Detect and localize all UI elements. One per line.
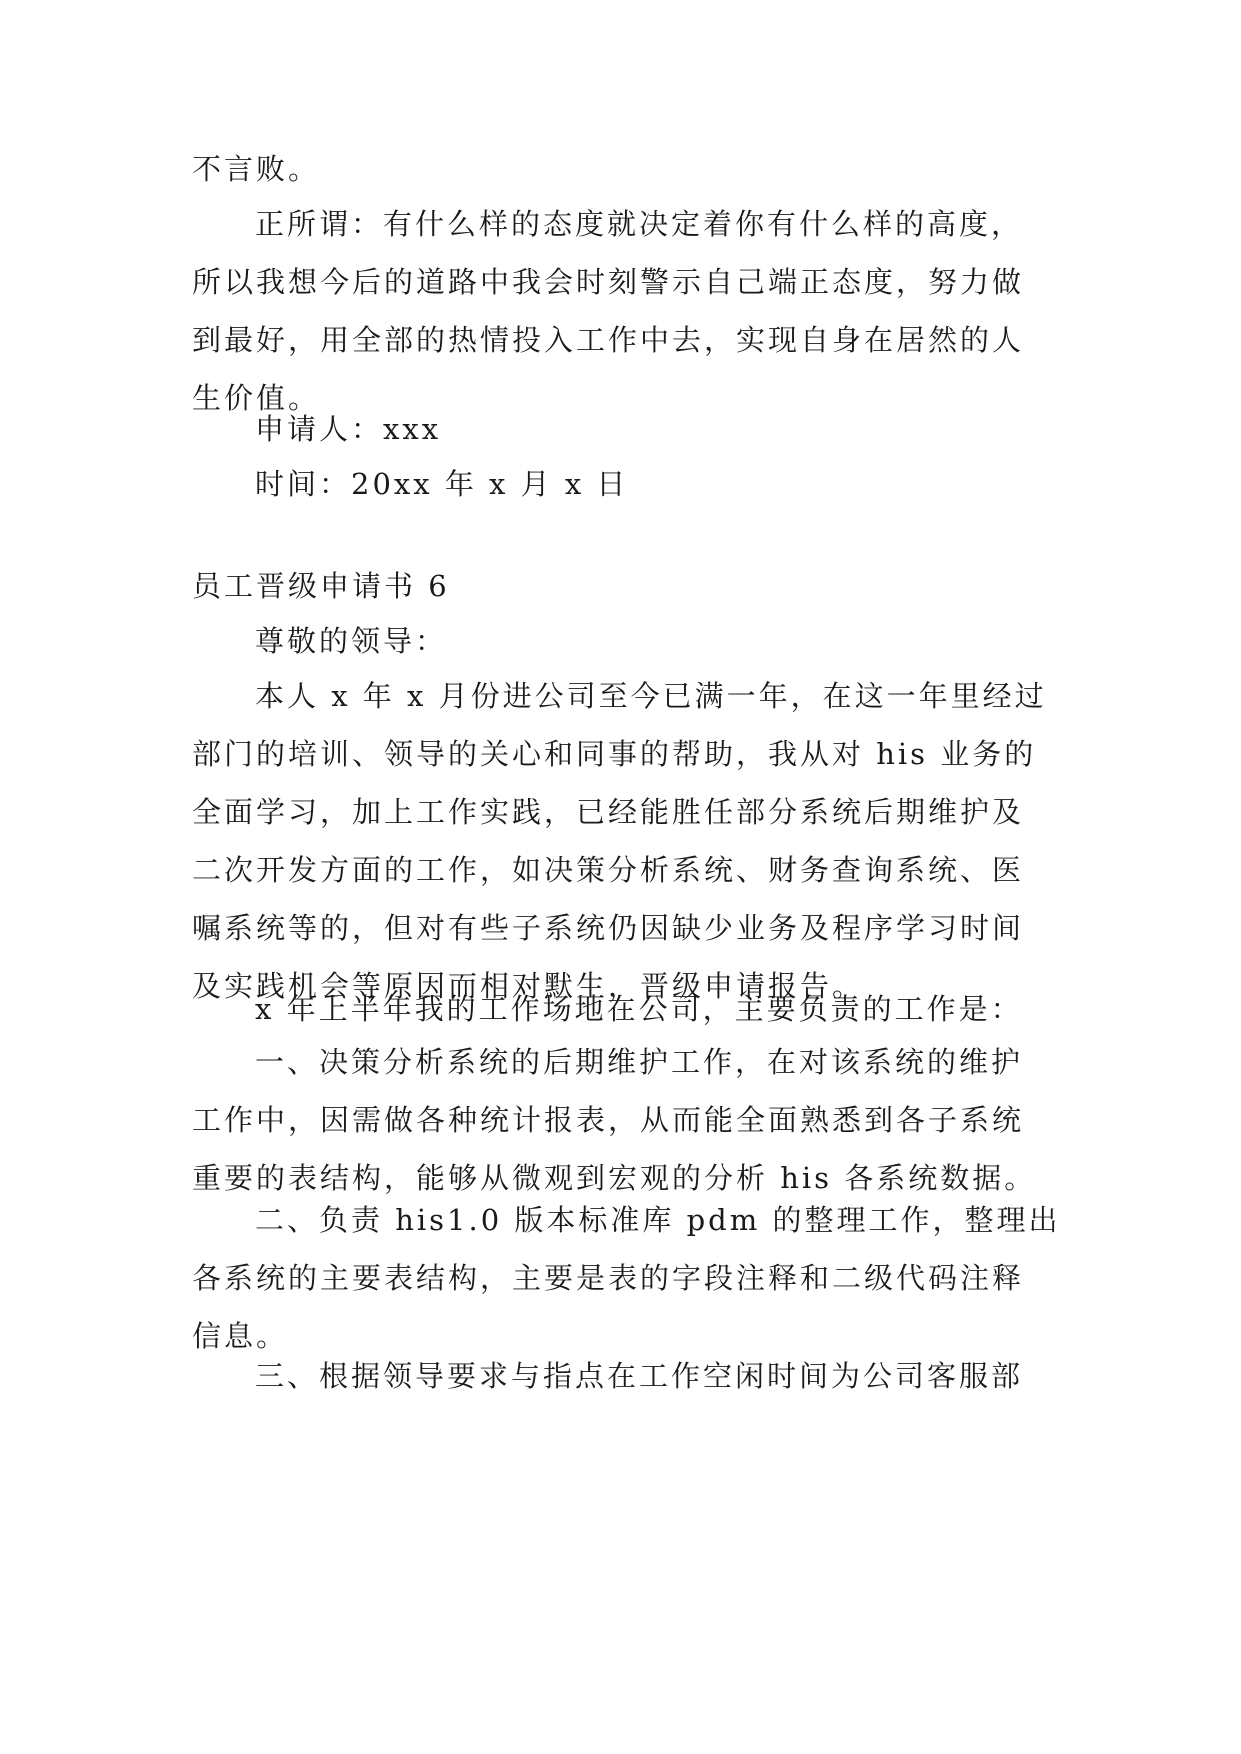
paragraph-item-3 [192,1347,1052,1405]
paragraph-ending [192,140,1052,198]
text-line: 及实践机会等原因而相对默生，晋级申请报告。 [192,969,865,1003]
text-line: 尊敬的领导： [255,624,448,658]
text-line: 正所谓：有什么样的态度就决定着你有什么样的高度， [255,207,1024,241]
paragraph-workplace [192,980,1052,1038]
text-line: 生价值。 [192,381,321,415]
text-line: 二、负责 his1.0 版本标准库 pdm 的整理工作，整理出 [255,1203,1061,1237]
paragraph-item-1 [192,1033,1052,1207]
text-line: 申请人：xxx [255,412,442,446]
paragraph-intro [192,667,1052,1015]
text-line: 所以我想今后的道路中我会时刻警示自己端正态度，努力做 [192,265,1025,299]
text-line: 嘱系统等的，但对有些子系统仍因缺少业务及程序学习时间 [192,911,1025,945]
text-line: 信息。 [192,1319,289,1353]
date-line [192,455,1052,513]
text-line: 工作中，因需做各种统计报表，从而能全面熟悉到各子系统 [192,1103,1025,1137]
text-line: 本人 x 年 x 月份进公司至今已满一年，在这一年里经过 [255,679,1047,713]
applicant-line [192,400,1052,458]
paragraph-item-2 [192,1191,1061,1365]
text-line: 时间：20xx 年 x 月 x 日 [255,467,629,501]
text-line: 三、根据领导要求与指点在工作空闲时间为公司客服部 [255,1359,1024,1393]
text-line: x 年上半年我的工作场地在公司，主要负责的工作是： [255,992,1023,1026]
text-line: 员工晋级申请书 6 [192,569,450,603]
text-line: 二次开发方面的工作，如决策分析系统、财务查询系统、医 [192,853,1025,887]
text-line: 各系统的主要表结构，主要是表的字段注释和二级代码注释 [192,1261,1025,1295]
salutation [192,612,1052,670]
text-line: 一、决策分析系统的后期维护工作，在对该系统的维护 [255,1045,1024,1079]
text-line: 部门的培训、领导的关心和同事的帮助，我从对 his 业务的 [192,737,1037,771]
text-line: 到最好，用全部的热情投入工作中去，实现自身在居然的人 [192,323,1025,357]
text-line: 不言败。 [192,152,321,186]
text-line: 全面学习，加上工作实践，已经能胜任部分系统后期维护及 [192,795,1025,829]
section-title [192,557,1052,615]
text-line: 重要的表结构，能够从微观到宏观的分析 his 各系统数据。 [192,1161,1037,1195]
paragraph-saying [192,195,1052,427]
